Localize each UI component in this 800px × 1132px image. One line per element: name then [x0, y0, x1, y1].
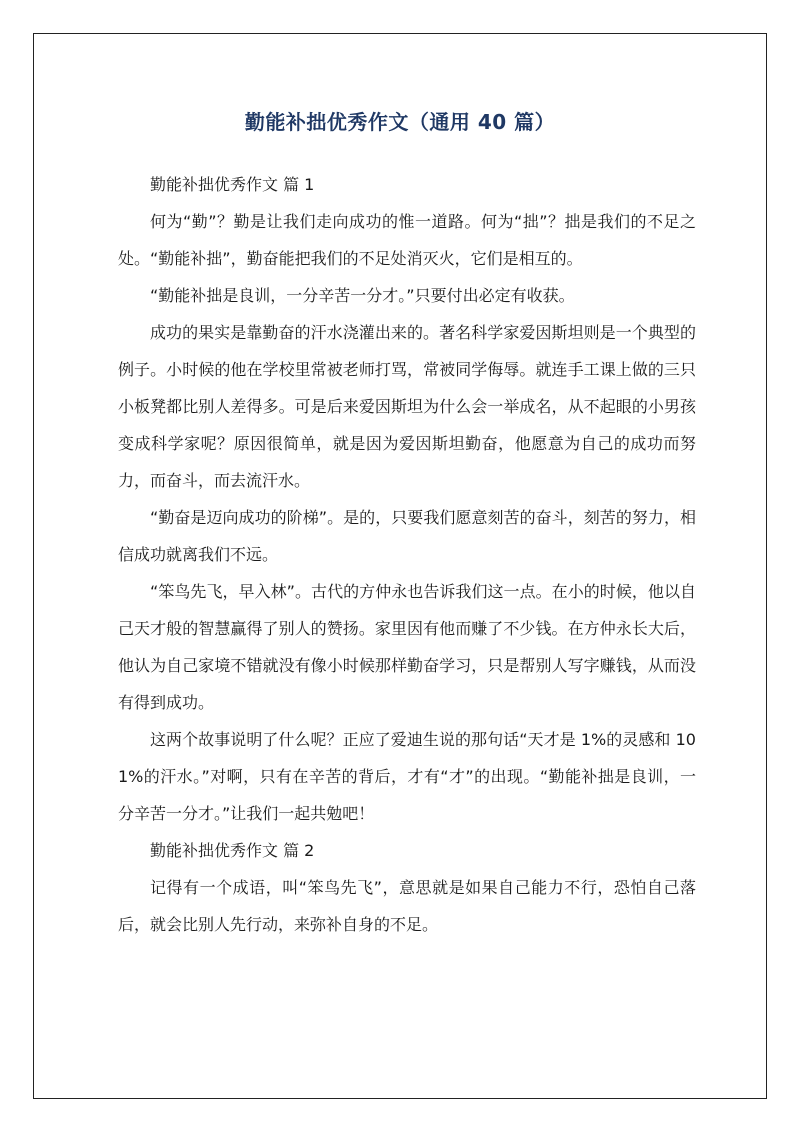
paragraph: 何为“勤”？勤是让我们走向成功的惟一道路。何为“拙”？拙是我们的不足之处。“勤能补拙”，勤奋能把我们的不足处消灭火，它们是相互的。 [118, 212, 696, 268]
paragraph: “笨鸟先飞，早入林”。古代的方仲永也告诉我们这一点。在小的时候，他以自己天才般的智慧赢得了别人的赞扬。家里因有他而赚了不少钱。在方仲永长大后，他认为自己家境不错就没有像小时候那样勤奋学习，只是帮别人写字赚钱，从而没有得到成功。 [118, 582, 696, 712]
paragraph: “勤能补拙是良训，一分辛苦一分才。”只要付出必定有收获。 [150, 286, 575, 305]
paragraph: 这两个故事说明了什么呢？正应了爱迪生说的那句话“天才是 1%的灵感和 101%的汗水。”对啊，只有在辛苦的背后，才有“才”的出现。“勤能补拙是良训，一分辛苦一分才。”让我们一起共勉吧！ [118, 730, 696, 823]
document-title: 勤能补拙优秀作文（通用 40 篇） [244, 110, 556, 134]
paragraph: 记得有一个成语，叫“笨鸟先飞”，意思就是如果自己能力不行，恐怕自己落后，就会比别人先行动，来弥补自身的不足。 [118, 878, 696, 934]
paragraph: “勤奋是迈向成功的阶梯”。是的，只要我们愿意刻苦的奋斗，刻苦的努力，相信成功就离我们不远。 [118, 508, 696, 564]
document-body [118, 166, 696, 943]
section-heading: 勤能补拙优秀作文 篇 1 [150, 175, 315, 194]
paragraph: 成功的果实是靠勤奋的汗水浇灌出来的。著名科学家爱因斯坦则是一个典型的例子。小时候的他在学校里常被老师打骂，常被同学侮辱。就连手工课上做的三只小板凳都比别人差得多。可是后来爱因斯坦为什么会一举成名，从不起眼的小男孩变成科学家呢？原因很简单，就是因为爱因斯坦勤奋，他愿意为自己的成功而努力，而奋斗，而去流汗水。 [118, 323, 696, 490]
section-heading: 勤能补拙优秀作文 篇 2 [150, 841, 315, 860]
